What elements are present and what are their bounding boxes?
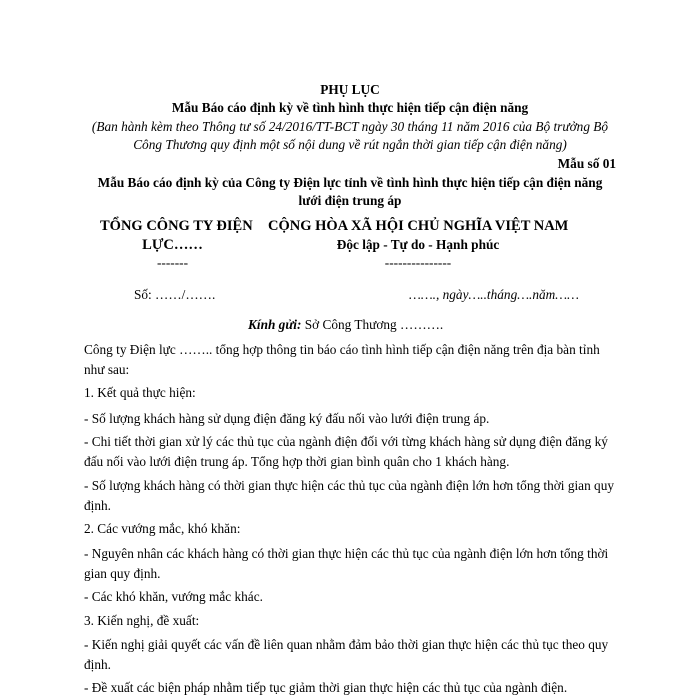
appendix-title: PHỤ LỤC [320, 82, 380, 97]
issued-line-1: (Ban hành kèm theo Thông tư số 24/2016/TT-BCT ngày 30 tháng 11 năm 2016 của Bộ trưởng Bộ [91, 119, 609, 134]
document-date: ……., ngày…..tháng….năm…… [409, 287, 579, 302]
form-number: Mẫu số 01 [557, 156, 616, 171]
section-1-item-b: - Chi tiết thời gian xử lý các thủ tục của ngành điện đối với từng khách hàng sử dụng điện đăng ký đấu nối vào lưới điện trung áp. Tổng hợp thời gian bình quân cho 1 khách hàng. [84, 434, 608, 469]
org-name-line-2: LỰC…… [142, 237, 203, 253]
intro-paragraph: Công ty Điện lực …….. tổng hợp thông tin báo cáo tình hình tiếp cận điện năng trên địa bàn tỉnh như sau: [84, 342, 600, 377]
appendix-subtitle: Mẫu Báo cáo định kỳ về tình hình thực hiện tiếp cận điện năng [171, 100, 529, 115]
section-3-item-b: - Đề xuất các biện pháp nhằm tiếp tục giảm thời gian thực hiện các thủ tục của ngành điện. [84, 680, 568, 695]
recipient-label: Kính gửi: [248, 317, 302, 332]
document-number: Số: ……/……. [134, 287, 216, 302]
section-2-title: 2. Các vướng mắc, khó khăn: [84, 521, 241, 536]
section-1-item-a: - Số lượng khách hàng sử dụng điện đăng ký đấu nối vào lưới điện trung áp. [84, 411, 490, 426]
recipient-value: Sở Công Thương ………. [301, 317, 444, 332]
form-title-line-2: lưới điện trung áp [298, 193, 402, 208]
section-1-item-c: - Số lượng khách hàng có thời gian thực hiện các thủ tục của ngành điện lớn hơn tổng thời gian quy định. [84, 478, 614, 513]
nation-title: CỘNG HÒA XÃ HỘI CHỦ NGHĨA VIỆT NAM [268, 218, 569, 234]
nation-motto: Độc lập - Tự do - Hạnh phúc [336, 237, 500, 252]
section-3-item-a: - Kiến nghị giải quyết các vấn đề liên quan nhằm đảm bảo thời gian thực hiện các thủ tục theo quy định. [84, 637, 609, 672]
section-2-item-a: - Nguyên nhân các khách hàng có thời gian thực hiện các thủ tục của ngành điện lớn hơn tổng thời gian quy định. [84, 546, 609, 581]
org-name-line-1: TỔNG CÔNG TY ĐIỆN [100, 218, 253, 234]
issued-line-2: Công Thương quy định một số nội dung về rút ngắn thời gian tiếp cận điện năng) [133, 137, 567, 152]
section-3-title: 3. Kiến nghị, đề xuất: [84, 613, 200, 628]
section-2-item-b: - Các khó khăn, vướng mắc khác. [84, 589, 263, 604]
recipient [248, 317, 443, 333]
motto-divider: --------------- [384, 255, 452, 270]
org-divider: ------- [157, 255, 188, 270]
section-1-title: 1. Kết quả thực hiện: [84, 385, 196, 400]
form-title-line-1: Mẫu Báo cáo định kỳ của Công ty Điện lực tỉnh về tình hình thực hiện tiếp cận điện năng [97, 175, 603, 190]
